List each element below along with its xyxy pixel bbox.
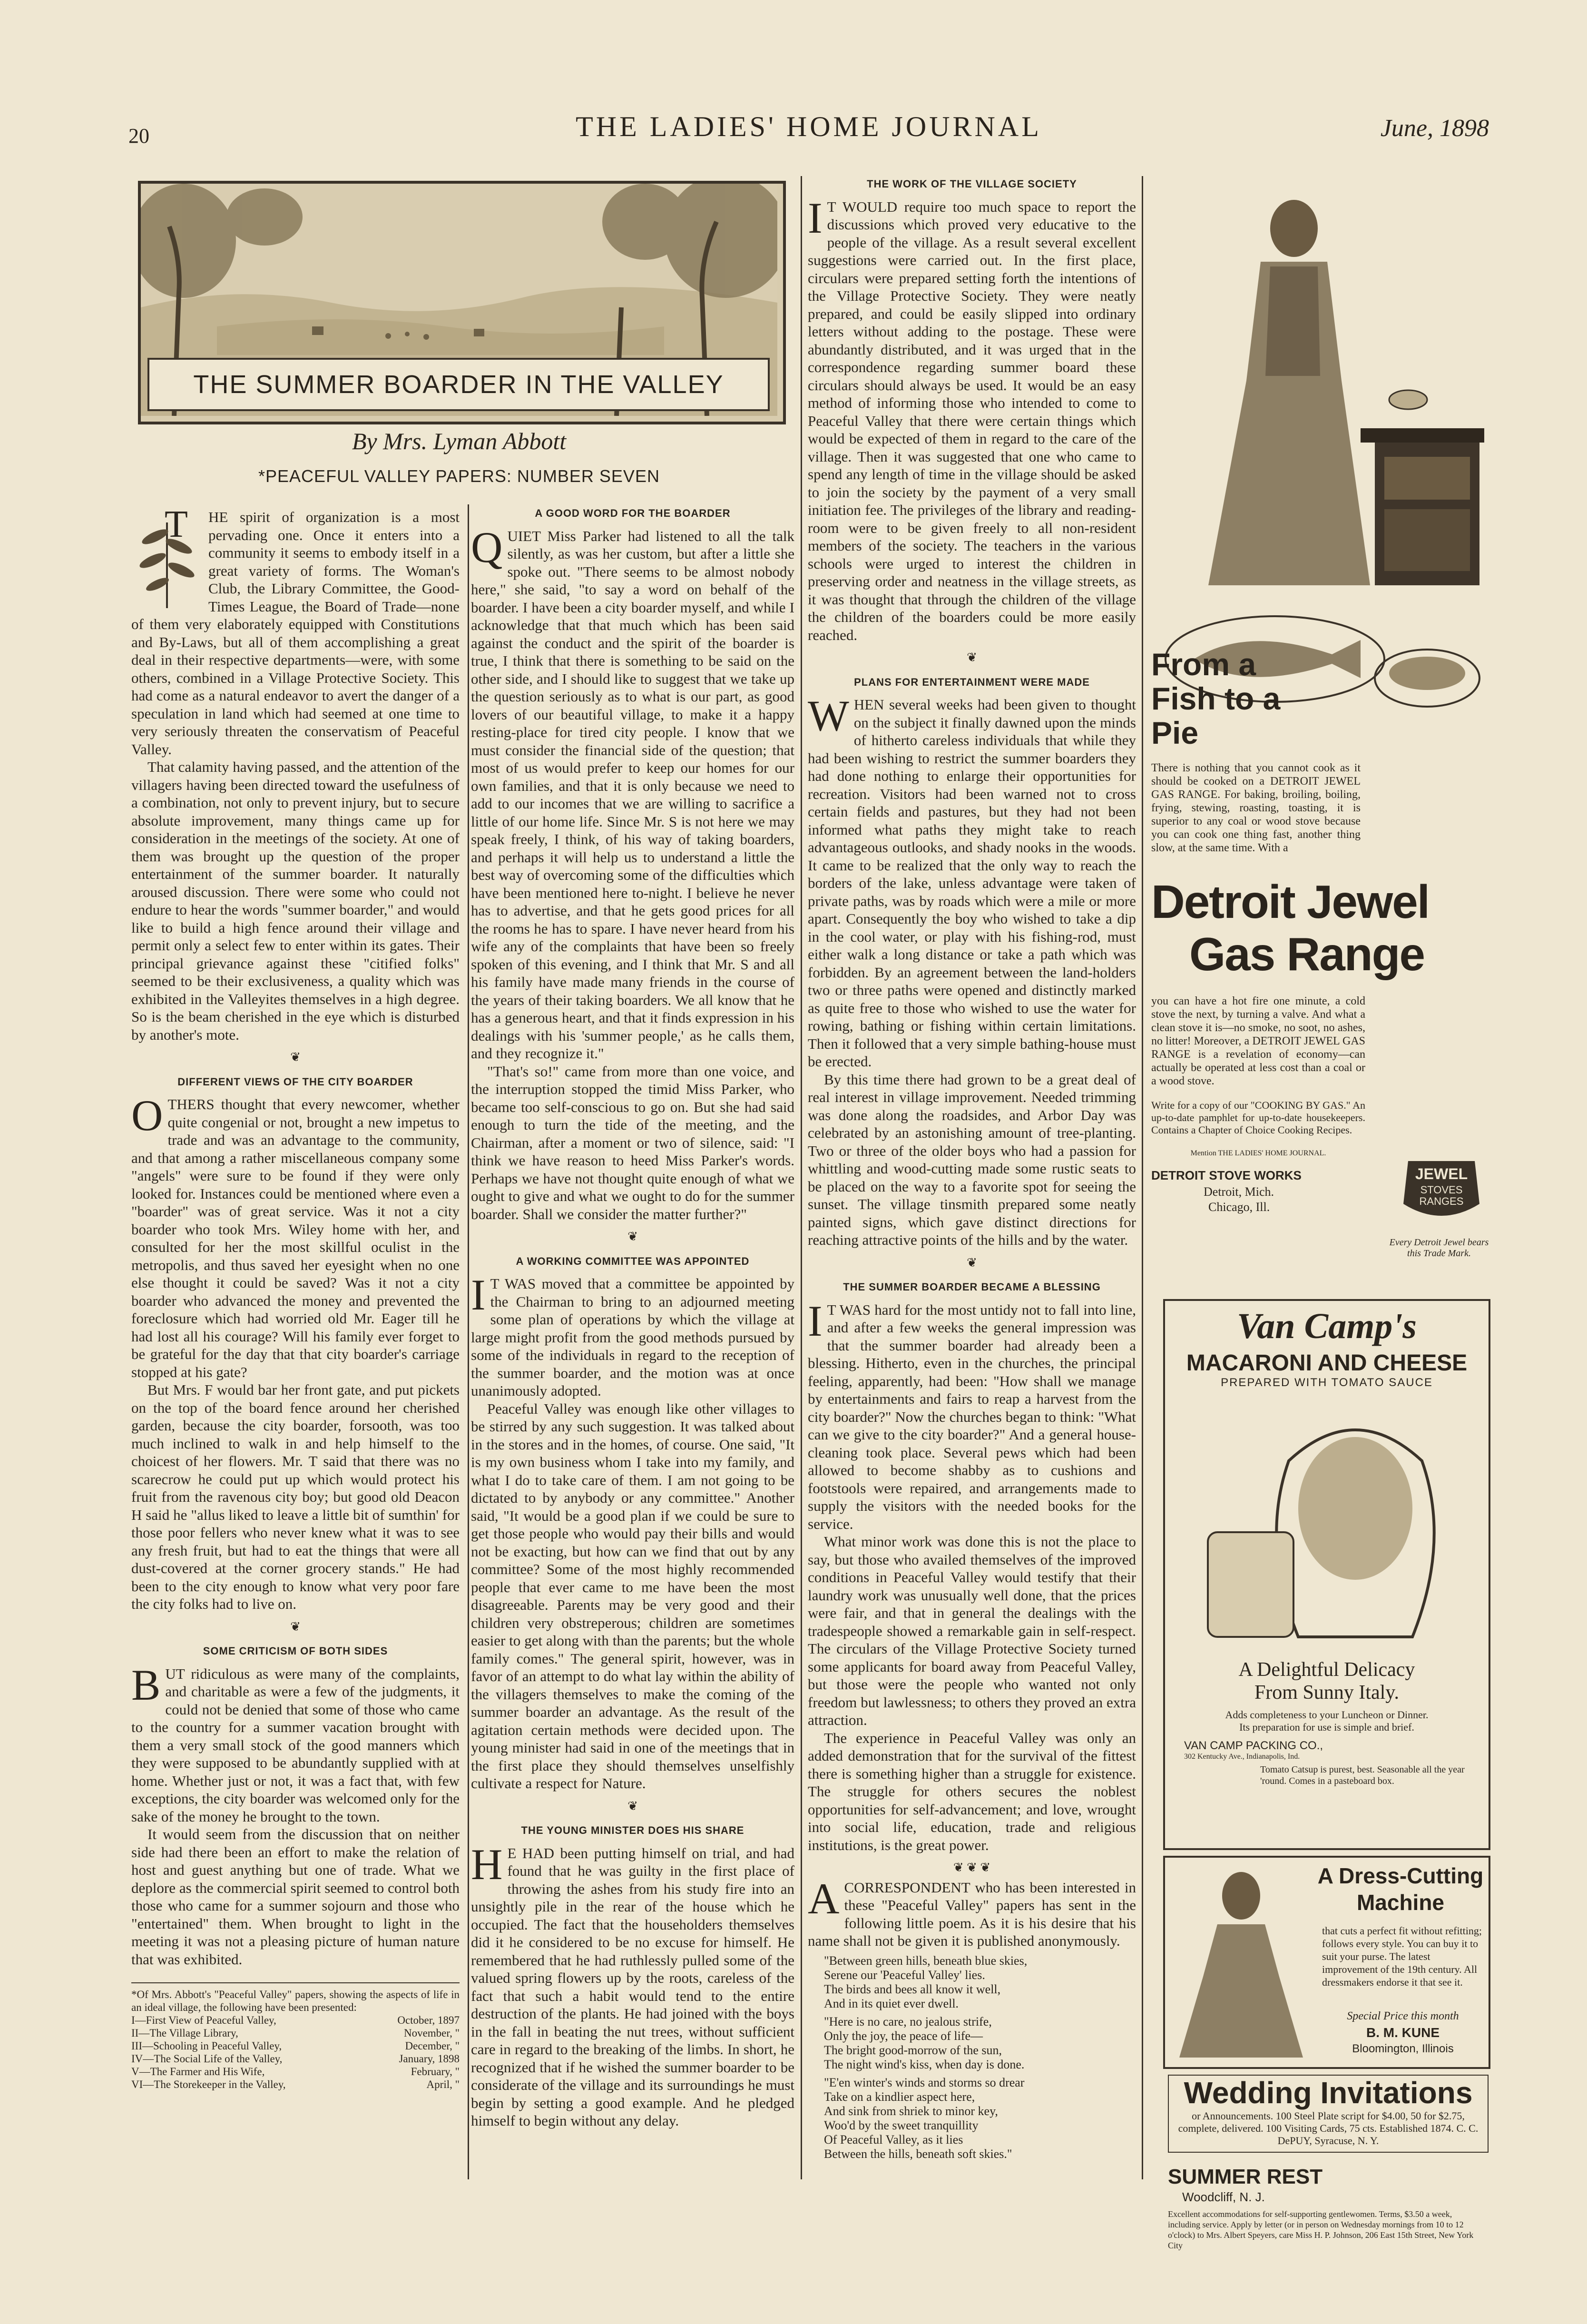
woman-at-stove-illustration	[1151, 176, 1489, 595]
footnote-list	[131, 2014, 460, 2091]
product-subtitle: PREPARED WITH TOMATO SAUCE	[1221, 1376, 1433, 1389]
ad-company: VAN CAMP PACKING CO.,	[1184, 1739, 1323, 1752]
badge-text: RANGES	[1419, 1195, 1464, 1207]
dropcap: I	[808, 1296, 823, 1345]
kune-ad	[1163, 1856, 1490, 2069]
article-title: THE SUMMER BOARDER IN THE VALLEY	[147, 358, 770, 411]
dropcap: A	[808, 1874, 840, 1923]
page-number: 20	[128, 124, 149, 148]
issue-date: June, 1898	[1380, 115, 1489, 142]
poem	[824, 1954, 1136, 2161]
ad-body: that cuts a perfect fit without refitting; follows every style. You can buy it to suit your purse. The latest improvement of the 19th century. All dressmakers endorse it that see it.	[1322, 1925, 1482, 1988]
paragraph: Peaceful Valley was enough like other villages to be stirred by any such suggestion. It was talked about in the stores and in the homes, of course. One said, "It is my own business whom I take into my family, and what I do to take care of them. I am not going to be dictated to by anybody or any committee." Another said, "It would be a good plan if we could be sure to get those people who would pay their bills and would not be exacting, but how can we find that out by any committee? Some of the most highly recommended people that ever came to me have been the most disagreeable. Parents may be very good and their children very obstreperous; children are sometimes easier to get along with than the parents; but the whole family comes." The general spirit, however, was in favor of an attempt to do what lay within the ability of the villagers themselves to make the coming of the summer boarder an advantage. As the result of the agitation certain methods were decided upon. The young minister had said in one of the meetings that in the first place they should themselves unselfishly cultivate a respect for Nature.	[471, 1400, 794, 1792]
section-heading: THE SUMMER BOARDER BECAME A BLESSING	[843, 1281, 1101, 1293]
dropcap-letter: T	[165, 508, 188, 545]
footnote-date: October, 1897	[397, 2014, 460, 2026]
section-heading: DIFFERENT VIEWS OF THE CITY BOARDER	[177, 1075, 413, 1088]
ad-city: Detroit, Mich.	[1204, 1185, 1274, 1199]
article-byline: By Mrs. Lyman Abbott	[352, 428, 567, 454]
paragraph: THERS thought that every newcomer, whether quite congenial or not, brought a new impetus to trade and was an advantage to the community, and that among a rather miscellaneous company some "angels" were sure to be found if they were only looked for. Instances could be mentioned where even a "boarder" was of great service. Was it not a city boarder who took Mrs. Wiley home with her, and consulted for her the most skillful oculist in the metropolis, and thus saved her eyesight when no one else thought it could be saved? Was it not a city boarder who advanced the money and prevented the foreclosure which had worried old Mr. Eager till he had lost all his courage? Will his family ever forget to be grateful for the day that that city boarder's carriage stopped at his gate?	[131, 1096, 460, 1380]
ad-company: DETROIT STOVE WORKS	[1151, 1168, 1302, 1182]
article-series: *PEACEFUL VALLEY PAPERS: NUMBER SEVEN	[258, 466, 660, 486]
dropcap: I	[471, 1270, 486, 1319]
magazine-title: THE LADIES' HOME JOURNAL	[576, 111, 1042, 142]
badge-text: STOVES	[1420, 1184, 1463, 1196]
poem-stanza: "Between green hills, beneath blue skies, Serene our 'Peaceful Valley' lies. The birds and bees all know it well, And in its quiet ever dwell.	[824, 1953, 1028, 2010]
footnote-date: December, "	[405, 2040, 460, 2052]
paragraph: UIET Miss Parker had listened to all the talk silently, as was her custom, but after a little she spoke out. "There seems to be almost nobody here," she said, "to say a word on behalf of the boarder. I have been a city boarder myself, and while I acknowledge that that much which has been said against the conduct and the spirit of the boarder is true, I think that there is something to be said on the other side, and I should like to suggest that we take up the question seriously as to what is our part, as good lovers of our beautiful village, to make it a happy resting-place for tired city people. I know that we must consider the financial side of the question; that most of us would prefer to keep our homes for our own families, and that it is only because we need to add to our incomes that we are willing to sacrifice a little of our home life. Since Mr. S is not here we may speak freely, I think, of his way of taking boarders, and perhaps it will help us to understand a little the best way of overcoming some of the difficulties which have been mentioned here to-night. I believe he never has to advertise, and that he gets good prices for all the rooms he has to spare. I have never heard from his wife any of the complaints that have been so freely spoken of this evening, and I think that Mr. S and all his family have made many friends in the course of the years of their taking boarders. We all know that he has a generous heart, and that it finds expression in his dealings with his 'summer people,' as he calls them, and they recognize it."	[471, 527, 794, 1062]
ornament-icon: ❦	[290, 1619, 301, 1634]
masthead	[128, 110, 1489, 148]
footnote-item: II—The Village Library,	[131, 2027, 238, 2039]
ad-name: B. M. KUNE	[1366, 2025, 1440, 2040]
brand-name: Van Camp's	[1236, 1306, 1417, 1346]
footnote-item: VI—The Storekeeper in the Valley,	[131, 2078, 286, 2090]
footnote-item: IV—The Social Life of the Valley,	[131, 2053, 283, 2065]
ornament-icon: ❦	[967, 650, 977, 664]
paragraph: But Mrs. F would bar her front gate, and put pickets on the top of the board fence around her cherished garden, because the city boarder, forsooth, was too much inclined to walk in and help himself to the choicest of her flowers. Mr. T said that there was no scarecrow he could put up which would protect his fruit from the ravenous city boy; but good old Deacon H said he "allus liked to leave a little bit of sumthin' for those poor fellers who never knew what it was to see any fresh fruit, but had to eat the things that were all dust-covered at the corner grocery stands." He had been to the city enough to know what very poor fare the city folks had to live on.	[131, 1381, 460, 1612]
ad-headline: SUMMER REST	[1168, 2165, 1323, 2188]
ad-address: 302 Kentucky Ave., Indianapolis, Ind.	[1184, 1753, 1300, 1761]
column-rule	[468, 504, 469, 2179]
paragraph: HE spirit of organization is a most pervading one. Once it enters into a community it seems to embody itself in a great variety of forms. The Woman's Club, the Library Committee, the Good-Times League, the Board of Trade—none of them very elaborately equipped with Constitutions and By-Laws, but all of them accomplishing a great deal in their respective departments—were, with some others, combined in a Village Protective Society. This had come as a natural endeavor to avert the danger of a speculation in land which had seemed at one time to very seriously threaten the conservatism of Peaceful Valley.	[131, 509, 460, 758]
brand-name: Gas Range	[1189, 928, 1424, 980]
detroit-jewel-ad	[1151, 176, 1489, 1290]
ad-body: Write for a copy of our "COOKING BY GAS." An up-to-date pamphlet for up-to-date housekeepers. Contains a Chapter of Choice Cooking Recipes.	[1151, 1099, 1365, 1136]
product-name: MACARONI AND CHEESE	[1186, 1350, 1468, 1376]
ad-body: Adds completeness to your Luncheon or Dinner.	[1225, 1709, 1429, 1721]
article-column-2	[471, 504, 794, 2130]
paragraph: UT ridiculous as were many of the complaints, and charitable as were a few of the judgments, it could not be denied that some of those who came to the country for a summer vacation brought with them a very small stock of the good manners which they were supposed to be abundantly supplied with at home. Whether just or not, it was a fact that, with few exceptions, the city boarder was welcomed only for the sake of the money he brought to the town.	[131, 1665, 460, 1825]
ad-headline: Machine	[1356, 1890, 1445, 1915]
ad-headline: From a Fish to a Pie	[1151, 647, 1281, 750]
ad-city: Chicago, Ill.	[1208, 1200, 1270, 1214]
ornament-icon: ❦	[290, 1050, 301, 1064]
footnote-date: January, 1898	[399, 2053, 460, 2065]
ad-tagline: A Delightful Delicacy	[1238, 1659, 1415, 1681]
wedding-invitations-ad	[1168, 2075, 1489, 2153]
poem-stanza: "Here is no care, no jealous strife, Only the joy, the peace of life— The bright good-morrow of the sun, The night wind's kiss, when day is done.	[824, 2014, 1025, 2071]
badge-text: JEWEL	[1415, 1165, 1468, 1182]
jewel-trademark-badge	[1399, 1156, 1484, 1232]
ad-headline: A Dress-Cutting	[1317, 1863, 1484, 1888]
section-heading: A WORKING COMMITTEE WAS APPOINTED	[516, 1255, 750, 1267]
footnote-date: November, "	[403, 2027, 460, 2039]
paragraph: CORRESPONDENT who has been interested in these "Peaceful Valley" papers has sent in the following little poem. As it is his desire that his name shall not be given it is published anonymously.	[808, 1879, 1136, 1949]
paragraph: "That's so!" came from more than one voice, and the interruption stopped the timid Miss Parker, who became too self-conscious to go on. But she had said enough to turn the tide of the meeting, and the Chairman, after a moment or two of silence, said: "I think we have reason to heed Miss Parker's words. Perhaps we have not thought quite enough of what we ought to give and what we ought to do for the summer boarder. Shall we consider the matter further?"	[471, 1063, 794, 1222]
paragraph: HEN several weeks had been given to thought on the subject it finally dawned upon the minds of hitherto careless individuals that while they had been wishing to restrict the summer boarders they had done nothing to enlarge their opportunities for recreation. Visitors had been warned not to cross certain fields and pastures, but they had not been informed what paths they might take to reach advantageous outlooks, and shady nooks in the woods. It came to be realized that the only way to reach the borders of the lake, unless advantage were taken of private paths, was by roads which were a mile or more apart. Consequently the boy who wished to take a dip in the cool water, or play with his fishing-rod, must either walk a long distance or take a path which was forbidden. By an agreement between the land-holders two or three paths were opened and distinctly marked as quite free to those who wished to use the water for rowing, bathing or fishing within certain limitations. Then it followed that a very simple bathing-house must be erected.	[808, 696, 1136, 1070]
ornament-icon: ❦ ❦ ❦	[953, 1861, 991, 1874]
dropcap: Q	[471, 522, 503, 571]
paragraph: E HAD been putting himself on trial, and had found that he was guilty in the first place of throwing the ashes from his study fire into an unsightly pile in the rear of the house which he occupied. The fact that the householders themselves did it he considered to be no excuse for himself. He remembered that he had ruthlessly pulled some of the valued spring flowers up by the roots, careless of the fact that such a habit would tend to the entire destruction of the plants. He had joined with the boys in the fall in beating the nut trees, without sufficient care in regard to the breaking of the limbs. In short, he recognized that if he wished the summer boarder to be considerate of the village and its surroundings he must begin by setting a good example. And he pledged himself to begin without any delay.	[471, 1844, 794, 2129]
ad-body: Excellent accommodations for self-supporting gentlewomen. Terms, $3.50 a week, including service. Apply by letter (or in person on Wednesday mornings from 10 to 12 o'clock) to Mrs. Albert Speyers, care Miss H. P. Johnson, 206 East 15th Street, New York City	[1168, 2209, 1474, 2250]
ornament-icon: ❦	[627, 1799, 638, 1813]
column-rule	[1142, 176, 1143, 2179]
paragraph: The experience in Peaceful Valley was only an added demonstration that for the survival of the fittest there is something higher than a struggle for existence. The struggle for others secures the noblest opportunities for self-advancement; and love, wrought into social life, education, trade and religious institutions, is the great power.	[808, 1729, 1136, 1853]
poem-stanza: "E'en winter's winds and storms so drear Take on a kindlier aspect here, And sink from shriek to minor key, Woo'd by the sweet tranquillity Of Peaceful Valley, as it lies Between the hills, beneath soft skies."	[824, 2075, 1025, 2161]
section-heading: THE WORK OF THE VILLAGE SOCIETY	[867, 178, 1077, 190]
paragraph: T WAS hard for the most untidy not to fall into line, and after a few weeks the general impression was that the summer boarder had already been a blessing. Hitherto, even in the churches, the principal feeling, apparently, had been: "How shall we manage by entertainments and fairs to reap a harvest from the city boarder?" Now the churches began to think: "What can we give to the city boarder?" And a general house-cleaning took place. Several pews which had been allowed to become shabby as to cushions and footstools were repaired, and arrangements made to supply the visitors with the needed books for the service.	[808, 1301, 1136, 1532]
paragraph: It would seem from the discussion that on neither side had there been an effort to make the relation of host and guest anything but one of trade. What we deplore as the commercial spirit seemed to control both those who came for a summer sojourn and those who "entertained" them. When brought to light in the meeting it was not a pleasing picture of human nature that was exhibited.	[131, 1826, 460, 1968]
ornament-icon: ❦	[627, 1230, 638, 1243]
dropcap: H	[471, 1840, 503, 1889]
ad-special: Special Price this month	[1347, 2010, 1459, 2022]
footnote-item: I—First View of Peaceful Valley,	[131, 2014, 276, 2026]
ad-body: There is nothing that you cannot cook as it should be cooked on a DETROIT JEWEL GAS RANGE. For baking, broiling, boiling, frying, stewing, roasting, toasting, it is superior to any coal or wood stove because you can cook one thing fast, another thing slow, at the same time. With a	[1151, 762, 1361, 854]
ad-tagline: From Sunny Italy.	[1254, 1682, 1400, 1704]
dropcap: W	[808, 691, 849, 740]
ad-body: Tomato Catsup is purest, best. Seasonable all the year 'round. Comes in a pasteboard box.	[1260, 1764, 1465, 1786]
ad-caption: Every Detroit Jewel bears this Trade Mark.	[1389, 1237, 1489, 1259]
section-heading: PLANS FOR ENTERTAINMENT WERE MADE	[854, 676, 1090, 688]
footnote-text: *Of Mrs. Abbott's "Peaceful Valley" papers, showing the aspects of life in an ideal village, the following have been presented:	[131, 1989, 460, 2013]
woman-in-dress-illustration	[1170, 1862, 1313, 2062]
section-heading: SOME CRITICISM OF BOTH SIDES	[203, 1645, 388, 1657]
paragraph: T WAS moved that a committee be appointed by the Chairman to bring to an adjourned meeting some plan of operations by which the village at large might profit from the good methods pursued by some of the individuals in regard to the reception of the summer boarder, and the motion was at once unanimously adopted.	[471, 1275, 794, 1399]
paragraph: T WOULD require too much space to report the discussions which proved very educative to the people of the village. As a result several excellent suggestions were carried out. In the first place, circulars were prepared setting forth the intentions of the Village Protective Society. They were neatly prepared, and could be easily slipped into ordinary letters without adding to the postage. These were abundantly distributed, and it was urged that in the correspondence regarding summer board these circulars should always be used. It would be an easy method of informing those who intended to come to Peaceful Valley that there were certain things which would be expected of them in regard to the care of the village. Then it was suggested that one who came to spend any length of time in the village should be asked to join the society by the payment of a very small initiation fee. The privileges of the library and reading-room were to be given freely to all non-resident members of the society. The teachers in the various schools were urged to interest the children in preserving order and neatness in the village streets, as it was thought that through the children of the village the children of the boarders could be more easily reached.	[808, 198, 1136, 643]
summer-rest-ad	[1163, 2160, 1487, 2251]
paragraph: That calamity having passed, and the attention of the villagers having been directed toward the usefulness of a combination, not only to prevent injury, but to secure absolute improvement, many things came up for consideration in the meetings of the society. At one of them was brought up the question of the proper entertainment of the summer boarder. It naturally aroused discussion. There were some who could not endure to hear the words "summer boarder," and would like to build a high fence around their village and permit only a select few to enter within its gates. Their principal grievance against these "citified folks" seemed to be their exclusiveness, a quality which was exhibited in the Valleyites themselves in a high degree. So is the beam cherished in the eye which is disturbed by another's mote.	[131, 758, 460, 1043]
woman-portrait-illustration	[1165, 1389, 1485, 1656]
dropcap: O	[131, 1091, 163, 1140]
footnote-item: III—Schooling in Peaceful Valley,	[131, 2040, 282, 2052]
van-camp-ad	[1163, 1299, 1490, 1850]
ad-headline: Wedding Invitations	[1184, 2076, 1473, 2110]
section-heading: A GOOD WORD FOR THE BOARDER	[535, 507, 731, 519]
footnote-date: February, "	[411, 2066, 460, 2078]
article-column-1	[131, 508, 460, 2091]
ad-body: Its preparation for use is simple and brief.	[1239, 1721, 1414, 1733]
footnote-item: V—The Farmer and His Wife,	[131, 2066, 265, 2078]
ornament-icon: ❦	[967, 1255, 977, 1270]
brand-name: Detroit Jewel	[1151, 876, 1429, 928]
ad-body: you can have a hot fire one minute, a cold stove the next, by turning a valve. And what a clean stove it is—no smoke, no soot, no ashes, no litter! Moreover, a DETROIT JEWEL GAS RANGE is a revelation of economy—can actually be operated at less cost than a coal or a wood stove.	[1151, 995, 1365, 1087]
footnote-date: April, "	[426, 2078, 460, 2090]
article-column-3	[808, 175, 1136, 2165]
dropcap: I	[808, 193, 823, 242]
ad-mention: Mention THE LADIES' HOME JOURNAL.	[1190, 1149, 1326, 1157]
ad-city: Bloomington, Illinois	[1352, 2042, 1454, 2055]
paragraph: By this time there had grown to be a great deal of real interest in village improvement. Needed trimming was done along the roadsides, and Arbor Day was celebrated by an astonishing amount of tree-planting. Two or three of the older boys who had a passion for whittling and wood-cutting made some rustic seats to be placed on the way to a favorite spot for seeing the sunset. The village tinsmith prepared some neatly painted signs, which gave distinct directions for reaching attractive points of the hills and by the water.	[808, 1071, 1136, 1248]
ad-body: or Announcements. 100 Steel Plate script for $4.00, 50 for $2.75, complete, delivered. 100 Visiting Cards, 75 cts. Established 1874. C. C. DePUY, Syracuse, N. Y.	[1178, 2110, 1479, 2147]
section-heading: THE YOUNG MINISTER DOES HIS SHARE	[521, 1824, 745, 1836]
paragraph: What minor work was done this is not the place to say, but those who availed themselves of the improved conditions in Peaceful Valley would testify that their laundry work was unusually well done, that the prices were fair, and that in general the dealings with the tradespeople showed a remarkable gain in self-respect. The circulars of the Village Protective Society turned some applicants for board away from Peaceful Valley, but those were the people who wanted not only freedom but lawlessness; to others they proved an extra attraction.	[808, 1533, 1136, 1728]
foliage-ornament	[131, 508, 203, 608]
ad-place: Woodcliff, N. J.	[1182, 2190, 1265, 2204]
column-rule	[801, 176, 802, 2179]
dropcap: B	[131, 1660, 161, 1709]
footnote	[131, 1982, 460, 2091]
